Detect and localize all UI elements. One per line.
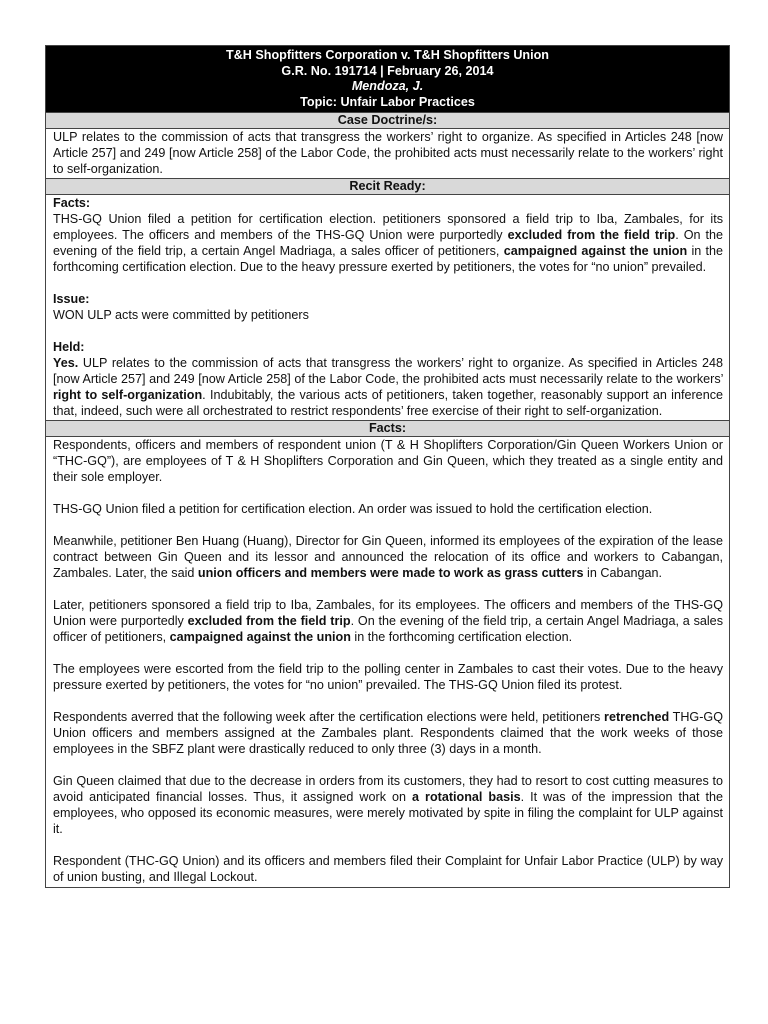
recit-facts-label: Facts: xyxy=(53,196,91,210)
facts-paragraph-3: Meanwhile, petitioner Ben Huang (Huang), Director for Gin Queen, informed its employees of the expiration of the lease contract between Gin Queen and its lessor and announced the relocation of its office and workers to Cabangan, Zambales. Later, the said union officers and members were made to work as grass cutters in Cabangan. xyxy=(53,534,723,580)
facts-paragraph-1: Respondents, officers and members of respondent union (T & H Shoplifters Corporation/Gin Queen Workers Union or “THC-GQ”), are employees of T & H Shoplifters Corporation and Gin Queen, which they treated as a single entity and their sole employer. xyxy=(53,438,723,484)
facts-paragraph-7: Gin Queen claimed that due to the decrease in orders from its customers, they had to resort to cost cutting measures to avoid anticipated financial losses. Thus, it assigned work on a rotational basis. It was of the impression that the employees, who opposed its economic measures, were merely motivated by spite in filing the complaint for ULP against it. xyxy=(53,774,723,836)
recit-held-label: Held: xyxy=(53,340,85,354)
case-title: T&H Shopfitters Corporation v. T&H Shopfitters Union xyxy=(226,48,549,62)
case-digest-table xyxy=(45,45,730,888)
doctrine-section xyxy=(46,129,729,178)
facts-heading: Facts: xyxy=(46,420,729,437)
facts-section xyxy=(46,437,729,887)
case-ponente: Mendoza, J. xyxy=(351,79,424,93)
case-header xyxy=(46,46,729,112)
case-citation: G.R. No. 191714 | February 26, 2014 xyxy=(281,63,494,78)
facts-paragraph-6: Respondents averred that the following week after the certification elections were held, petitioners retrenched THG-GQ Union officers and members assigned at the Zambales plant. Respondents claimed that the work weeks of those employees in the SBFZ plant were drastically reduced to only three (3) days in a month. xyxy=(53,710,724,756)
facts-paragraph-8: Respondent (THC-GQ Union) and its officers and members filed their Complaint for Unfair Labor Practice (ULP) by way of union busting, and Illegal Lockout. xyxy=(53,854,723,884)
doctrine-text: ULP relates to the commission of acts that transgress the workers’ right to organize. As specified in Articles 248 [now Article 257] and 249 [now Article 258] of the Labor Code, the prohibited acts must necessarily relate to the workers’ right to self-organization. xyxy=(53,130,723,176)
recit-held-text: Yes. ULP relates to the commission of acts that transgress the workers’ right to organize. As specified in Articles 248 [now Article 257] and 249 [now Article 258] of the Labor Code, the prohibited acts must necessarily relate to the workers’ right to self-organization. Indubitably, the various acts of petitioners, taken together, reasonably support an inference that, indeed, such were all orchestrated to restrict respondents’ free exercise of their right to self-organization. xyxy=(53,356,723,418)
recit-issue-text: WON ULP acts were committed by petitioners xyxy=(53,308,309,322)
recit-issue-label: Issue: xyxy=(53,292,90,306)
case-topic: Topic: Unfair Labor Practices xyxy=(300,94,475,109)
recit-section xyxy=(46,195,729,420)
facts-paragraph-2: THS-GQ Union filed a petition for certification election. An order was issued to hold the certification election. xyxy=(53,502,653,516)
doctrine-heading: Case Doctrine/s: xyxy=(46,112,729,129)
recit-facts-text: THS-GQ Union filed a petition for certification election. petitioners sponsored a field trip to Iba, Zambales, for its employees. The officers and members of the THS-GQ Union were purportedly excluded from the field trip. On the evening of the field trip, a certain Angel Madriaga, a sales officer of petitioners, campaigned against the union in the forthcoming certification election. Due to the heavy pressure exerted by petitioners, the votes for “no union” prevailed. xyxy=(53,212,724,274)
facts-paragraph-4: Later, petitioners sponsored a field trip to Iba, Zambales, for its employees. The officers and members of the THS-GQ Union were purportedly excluded from the field trip. On the evening of the field trip, a certain Angel Madriaga, a sales officer of petitioners, campaigned against the union in the forthcoming certification election. xyxy=(53,598,723,644)
facts-paragraph-5: The employees were escorted from the field trip to the polling center in Zambales to cast their votes. Due to the heavy pressure exerted by petitioners, the votes for “no union” prevailed. The THS-GQ Union filed its protest. xyxy=(53,662,723,692)
recit-heading: Recit Ready: xyxy=(46,178,729,195)
